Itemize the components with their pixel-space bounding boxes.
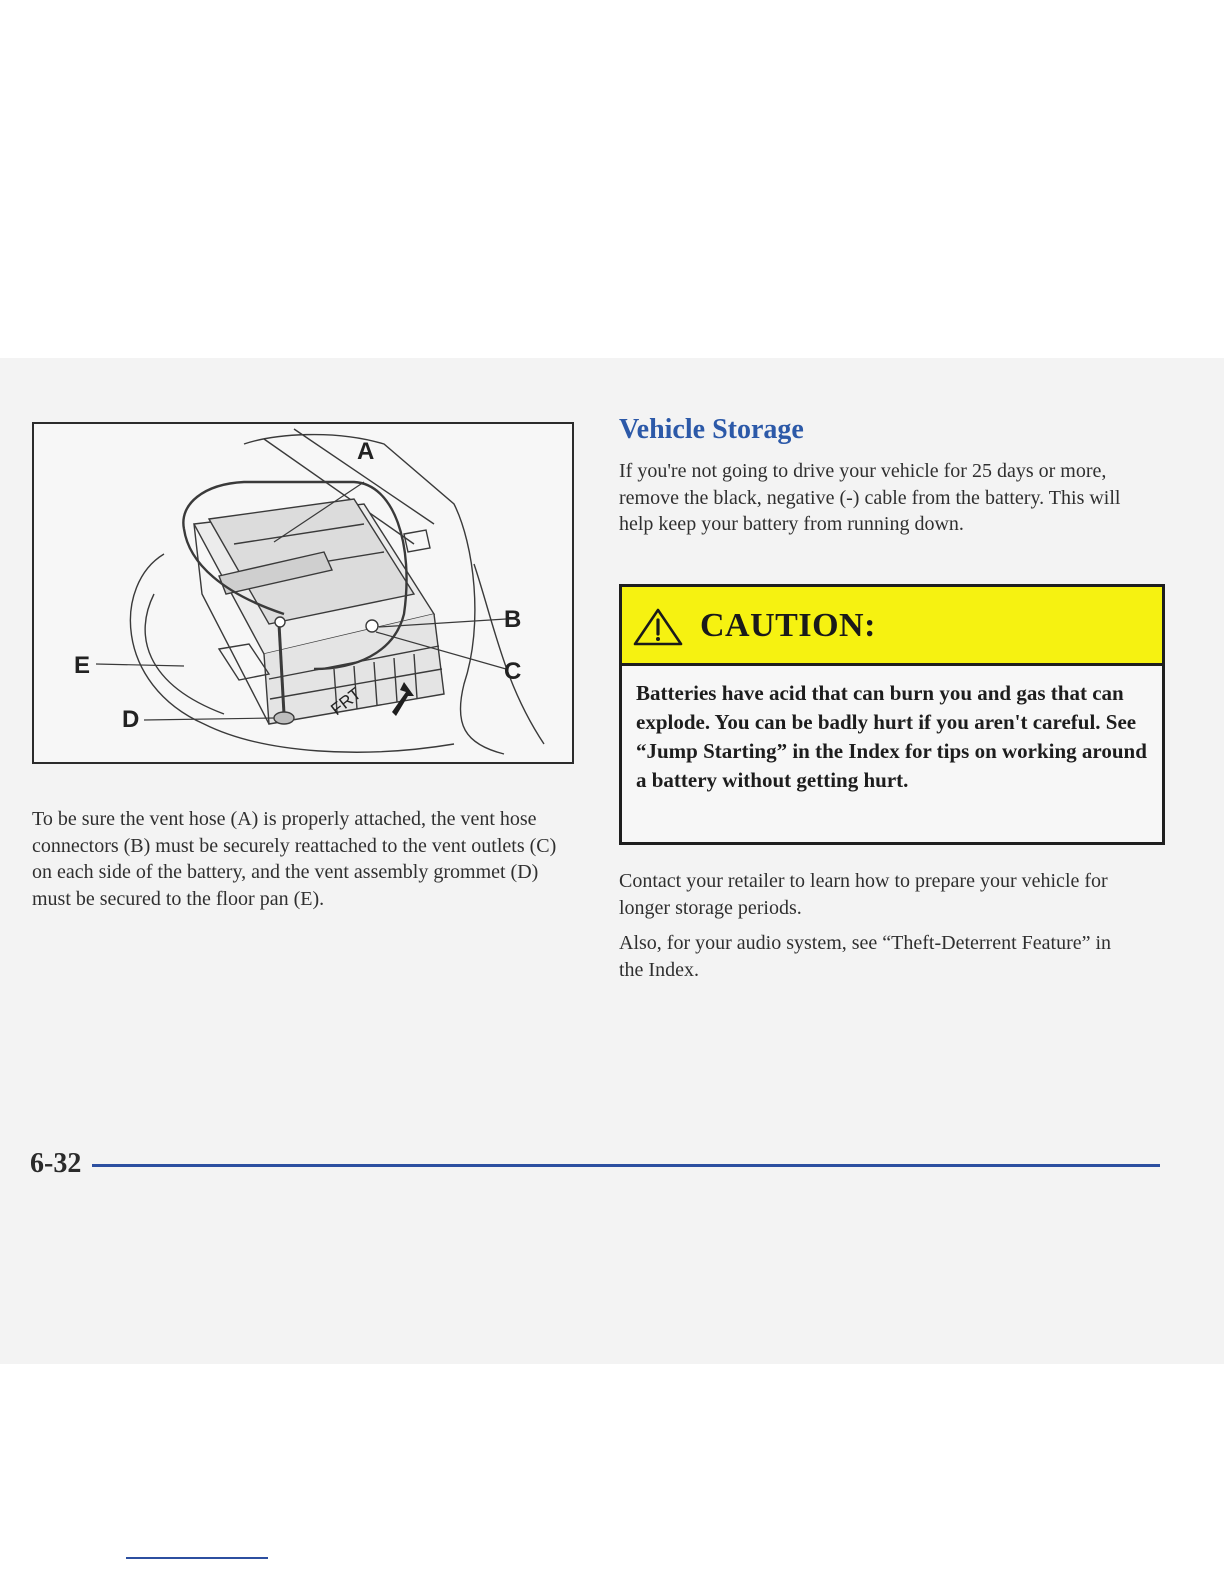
section-title: Vehicle Storage [619,414,804,445]
front-marker: FRT [327,684,365,720]
warning-triangle-icon [632,607,684,647]
bottom-mark [126,1557,268,1559]
callout-b: B [504,606,522,633]
storage-intro-paragraph: If you're not going to drive your vehicle for 25 days or more, remove the black, negative (-) cable from the battery. This will help keep your battery from running down. [619,460,1121,535]
caution-header [622,587,1162,666]
battery-drawing [34,424,572,762]
footer-rule [92,1164,1160,1167]
callout-e: E [74,652,91,679]
audio-system-paragraph: Also, for your audio system, see “Theft-Deterrent Feature” in the Index. [619,932,1112,981]
callout-d: D [122,706,140,733]
callout-a: A [357,438,375,465]
caution-label: CAUTION: [700,607,876,644]
battery-vent-illustration [32,422,574,764]
contact-retailer-paragraph: Contact your retailer to learn how to prepare your vehicle for longer storage periods. [619,870,1108,919]
caution-text: Batteries have acid that can burn you and gas that can explode. You can be badly hurt if you aren't careful. See “Jump Starting” in the Index for tips on working around a battery without getting hurt. [636,681,1147,792]
vent-hose-paragraph: To be sure the vent hose (A) is properly attached, the vent hose connectors (B) must be securely reattached to the vent outlets (C) on each side of the battery, and the vent assembly grommet (D) must be secured to the floor pan (E). [32,808,557,910]
callout-c: C [504,658,522,685]
caution-box [619,584,1165,845]
page-number: 6-32 [30,1148,82,1179]
